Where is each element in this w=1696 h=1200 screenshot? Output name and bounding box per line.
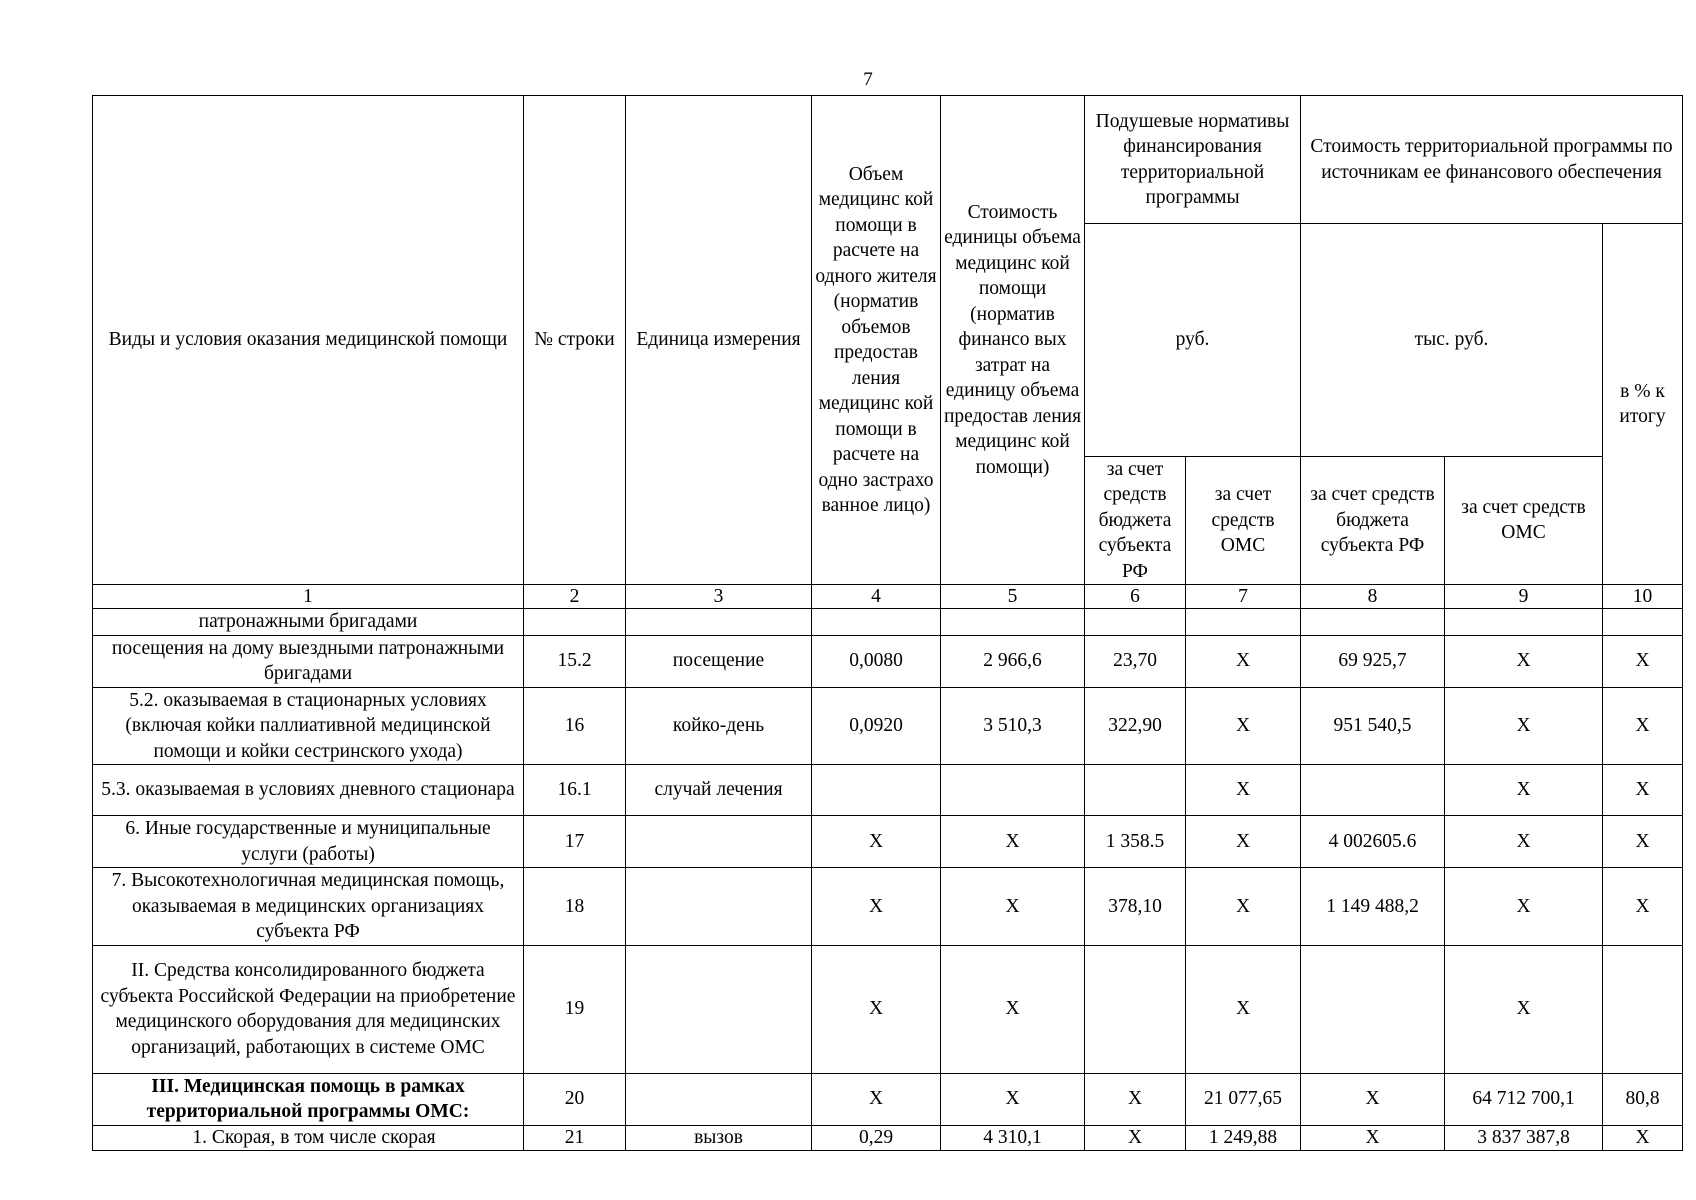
row-normative-oms: Х	[1186, 635, 1301, 687]
table-row	[93, 1073, 1683, 1125]
row-unit-cost: 2 966,6	[941, 635, 1085, 687]
row-line-number: 20	[524, 1073, 626, 1125]
header-normative-budget: за счет средств бюджета субъекта РФ	[1085, 456, 1186, 585]
row-cost-budget: Х	[1301, 1073, 1445, 1125]
row-cost-oms: 3 837 387,8	[1445, 1125, 1603, 1150]
header-row-1	[93, 96, 1683, 224]
row-normative-oms: 21 077,65	[1186, 1073, 1301, 1125]
row-unit-cost	[941, 765, 1085, 816]
row-normative-budget	[1085, 609, 1186, 636]
row-unit: койко-день	[626, 687, 812, 765]
table-row	[93, 765, 1683, 816]
row-percent: Х	[1603, 1125, 1683, 1150]
header-unit-thousand-rub: тыс. руб.	[1301, 224, 1603, 457]
row-normative-budget: 1 358.5	[1085, 816, 1186, 868]
row-name: 7. Высокотехнологичная медицинская помощь, оказываемая в медицинских организациях субъекта РФ	[93, 868, 524, 946]
header-cost-budget: за счет средств бюджета субъекта РФ	[1301, 456, 1445, 585]
header-percent-of-total: в % к итогу	[1603, 224, 1683, 585]
row-normative-budget: Х	[1085, 1073, 1186, 1125]
row-line-number: 19	[524, 945, 626, 1073]
header-normative-oms: за счет средств ОМС	[1186, 456, 1301, 585]
row-line-number: 18	[524, 868, 626, 946]
column-numbers-row	[93, 585, 1683, 609]
row-line-number	[524, 609, 626, 636]
row-cost-oms: Х	[1445, 945, 1603, 1073]
row-percent: Х	[1603, 635, 1683, 687]
row-unit-cost: Х	[941, 945, 1085, 1073]
row-cost-budget: 1 149 488,2	[1301, 868, 1445, 946]
row-unit-cost: 4 310,1	[941, 1125, 1085, 1150]
row-percent: Х	[1603, 687, 1683, 765]
row-cost-budget: 951 540,5	[1301, 687, 1445, 765]
row-cost-budget: 4 002605.6	[1301, 816, 1445, 868]
row-unit	[626, 609, 812, 636]
row-line-number: 17	[524, 816, 626, 868]
column-number: 8	[1301, 585, 1445, 609]
row-name: II. Средства консолидированного бюджета субъекта Российской Федерации на приобретение медицинского оборудования для медицинских организаций, работающих в системе ОМС	[93, 945, 524, 1073]
row-unit	[626, 868, 812, 946]
column-number: 5	[941, 585, 1085, 609]
row-name: 6. Иные государственные и муниципальные услуги (работы)	[93, 816, 524, 868]
row-percent	[1603, 945, 1683, 1073]
column-number: 4	[812, 585, 941, 609]
header-kinds: Виды и условия оказания медицинской помощи	[93, 96, 524, 585]
row-volume: Х	[812, 945, 941, 1073]
row-unit-cost: Х	[941, 1073, 1085, 1125]
row-volume: Х	[812, 868, 941, 946]
row-name: патронажными бригадами	[93, 609, 524, 636]
table-row	[93, 816, 1683, 868]
row-unit-cost: 3 510,3	[941, 687, 1085, 765]
row-cost-oms: 64 712 700,1	[1445, 1073, 1603, 1125]
financing-table	[92, 95, 1683, 1151]
header-group-cost: Стоимость территориальной программы по источникам ее финансового обеспечения	[1301, 96, 1683, 224]
column-number: 3	[626, 585, 812, 609]
row-name: 5.3. оказываемая в условиях дневного стационара	[93, 765, 524, 816]
row-cost-oms: Х	[1445, 765, 1603, 816]
row-unit-cost: Х	[941, 868, 1085, 946]
row-line-number: 21	[524, 1125, 626, 1150]
row-percent	[1603, 609, 1683, 636]
row-volume: Х	[812, 1073, 941, 1125]
row-unit	[626, 945, 812, 1073]
row-volume: 0,0920	[812, 687, 941, 765]
row-unit-cost	[941, 609, 1085, 636]
column-number: 10	[1603, 585, 1683, 609]
row-name: посещения на дому выездными патронажными бригадами	[93, 635, 524, 687]
row-unit: случай лечения	[626, 765, 812, 816]
row-unit	[626, 816, 812, 868]
row-unit-cost: Х	[941, 816, 1085, 868]
row-cost-oms: Х	[1445, 687, 1603, 765]
table-row	[93, 687, 1683, 765]
row-volume: 0,29	[812, 1125, 941, 1150]
row-cost-oms: Х	[1445, 868, 1603, 946]
row-normative-budget: Х	[1085, 1125, 1186, 1150]
row-line-number: 15.2	[524, 635, 626, 687]
row-volume: Х	[812, 816, 941, 868]
table-row	[93, 635, 1683, 687]
row-cost-oms: Х	[1445, 816, 1603, 868]
row-volume	[812, 765, 941, 816]
row-volume: 0,0080	[812, 635, 941, 687]
row-cost-budget: 69 925,7	[1301, 635, 1445, 687]
row-name: 5.2. оказываемая в стационарных условиях (включая койки паллиативной медицинской помощи и койки сестринского ухода)	[93, 687, 524, 765]
table-row	[93, 1125, 1683, 1150]
row-normative-oms: Х	[1186, 945, 1301, 1073]
row-name: 1. Скорая, в том числе скорая	[93, 1125, 524, 1150]
header-unit: Единица измерения	[626, 96, 812, 585]
row-normative-budget: 378,10	[1085, 868, 1186, 946]
row-normative-budget	[1085, 945, 1186, 1073]
column-number: 9	[1445, 585, 1603, 609]
row-name: III. Медицинская помощь в рамках территориальной программы ОМС:	[93, 1073, 524, 1125]
row-cost-budget	[1301, 765, 1445, 816]
header-line-number: № строки	[524, 96, 626, 585]
table-row	[93, 609, 1683, 636]
column-number: 6	[1085, 585, 1186, 609]
row-percent: Х	[1603, 765, 1683, 816]
row-percent: 80,8	[1603, 1073, 1683, 1125]
row-line-number: 16	[524, 687, 626, 765]
column-number: 1	[93, 585, 524, 609]
row-unit	[626, 1073, 812, 1125]
row-normative-budget	[1085, 765, 1186, 816]
column-number: 2	[524, 585, 626, 609]
row-normative-budget: 322,90	[1085, 687, 1186, 765]
row-cost-budget	[1301, 609, 1445, 636]
row-normative-oms: Х	[1186, 868, 1301, 946]
header-unit-cost: Стоимость единицы объема медицинс кой помощи (норматив финансо вых затрат на единицу объема предостав ления медицинс кой помощи)	[941, 96, 1085, 585]
table-row	[93, 868, 1683, 946]
header-unit-rub: руб.	[1085, 224, 1301, 457]
row-normative-oms: 1 249,88	[1186, 1125, 1301, 1150]
row-line-number: 16.1	[524, 765, 626, 816]
row-normative-oms: Х	[1186, 765, 1301, 816]
header-cost-oms: за счет средств ОМС	[1445, 456, 1603, 585]
row-percent: Х	[1603, 868, 1683, 946]
row-normative-oms: Х	[1186, 687, 1301, 765]
row-normative-oms: Х	[1186, 816, 1301, 868]
row-normative-oms	[1186, 609, 1301, 636]
row-unit: вызов	[626, 1125, 812, 1150]
row-percent: Х	[1603, 816, 1683, 868]
header-group-normatives: Подушевые нормативы финансирования территориальной программы	[1085, 96, 1301, 224]
row-volume	[812, 609, 941, 636]
row-cost-budget: Х	[1301, 1125, 1445, 1150]
table-row	[93, 945, 1683, 1073]
row-normative-budget: 23,70	[1085, 635, 1186, 687]
row-cost-oms: Х	[1445, 635, 1603, 687]
column-number: 7	[1186, 585, 1301, 609]
header-volume: Объем медицинс кой помощи в расчете на одного жителя (норматив объемов предостав ления медицинс кой помощи в расчете на одно застрахо ванное лицо)	[812, 96, 941, 585]
page-number: 7	[863, 69, 873, 90]
row-cost-oms	[1445, 609, 1603, 636]
row-cost-budget	[1301, 945, 1445, 1073]
row-unit: посещение	[626, 635, 812, 687]
